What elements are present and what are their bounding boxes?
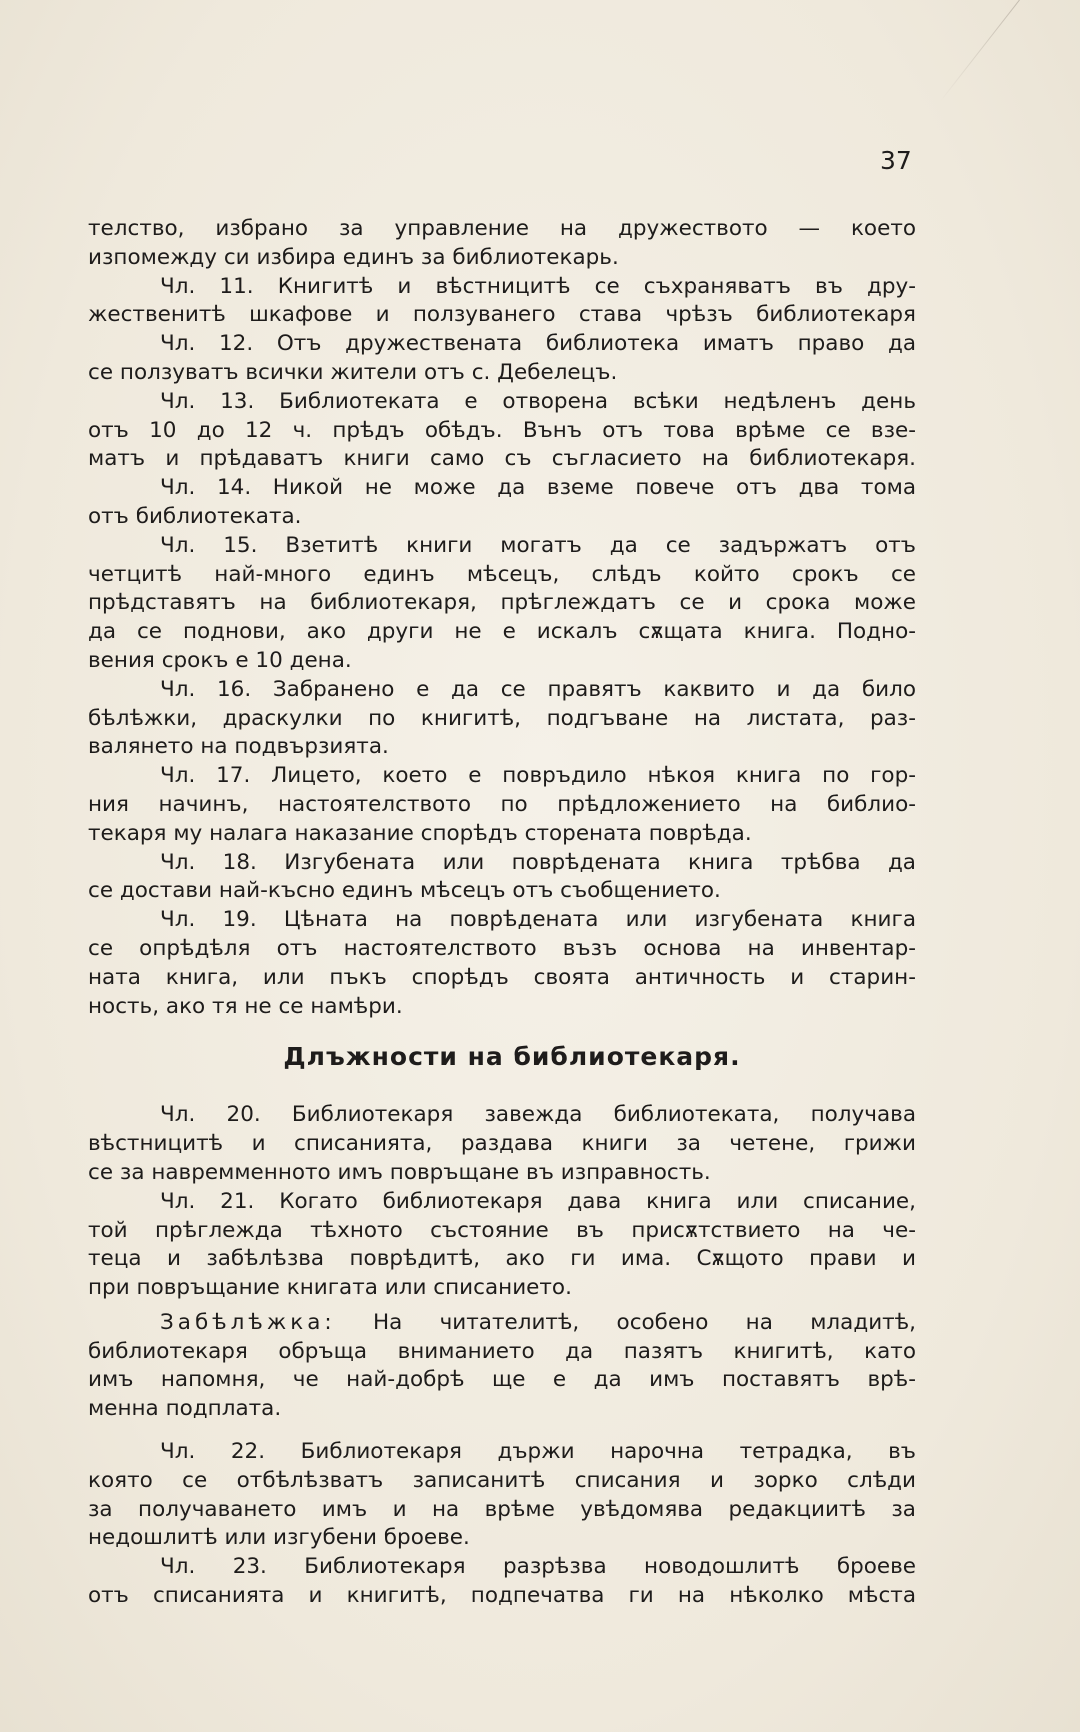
text-line: теца и забѣлѣзва поврѣдитѣ, ако ги има. Сѫщото прави и <box>88 1246 916 1272</box>
text-line: текаря му налага наказание спорѣдъ сторената поврѣда. <box>88 820 752 846</box>
note-lines <box>88 1338 916 1424</box>
note-first-line <box>88 1309 916 1338</box>
text-line: Чл. 18. Изгубената или поврѣдената книга трѣбва да <box>160 849 916 875</box>
text-line: Чл. 19. Цѣната на поврѣдената или изгубената книга <box>160 907 916 933</box>
section-heading: Длъжности на библиотекаря. <box>283 1042 741 1072</box>
text-line: валянето на подвързията. <box>88 734 389 760</box>
text-line: телство, избрано за управление на дружеството — което <box>88 216 916 241</box>
text-line: се опрѣдѣля отъ настоятелството възъ основа на инвентар- <box>88 935 916 961</box>
text-line: той прѣглежда тѣхното състояние въ присѫтствието на че- <box>88 1217 916 1243</box>
text-line: Чл. 17. Лицето, което е повръдило нѣкоя книга по гор- <box>160 763 916 789</box>
note-line: имъ напомня, че най-добрѣ ще е да имъ поставятъ врѣ- <box>88 1367 916 1393</box>
text-line: отъ библиотеката. <box>88 503 302 529</box>
text-line: жественитѣ шкафове и ползуванего става чрѣзъ библиотекаря <box>88 302 916 328</box>
text-line: се достави най-късно единъ мѣсецъ отъ съобщението. <box>88 878 721 904</box>
text-line: се за навремменното имъ повръщане въ изправность. <box>88 1159 711 1185</box>
note-label: Забѣлѣжка: <box>160 1309 336 1335</box>
text-line: Чл. 13. Библиотеката е отворена всѣки недѣленъ день <box>160 388 916 414</box>
text-line: ната книга, или пъкъ спорѣдъ своята античность и старин- <box>88 964 916 990</box>
text-line: се ползуватъ всички жители отъ с. Дебелецъ. <box>88 359 618 385</box>
text-line: изпомежду си избира единъ за библиотекарь. <box>88 244 619 270</box>
text-line: ния начинъ, настоятелството по прѣдложението на библио- <box>88 791 916 817</box>
text-line: вения срокъ е 10 дена. <box>88 647 352 673</box>
text-line: отъ списанията и книгитѣ, подпечатва ги на нѣколко мѣста <box>88 1583 916 1609</box>
text-line: Чл. 21. Когато библиотекаря дава книга или списание, <box>160 1188 916 1214</box>
text-line: Чл. 16. Забранено е да се правятъ каквито и да било <box>160 676 916 702</box>
note-paragraph <box>88 1309 916 1424</box>
text-line: Чл. 15. Взетитѣ книги могатъ да се задържатъ отъ <box>160 532 916 558</box>
note-line: менна подплата. <box>88 1396 282 1422</box>
text-line: Чл. 22. Библиотекаря държи нарочна тетрадка, въ <box>160 1439 916 1465</box>
statute-section-duties <box>88 1101 916 1303</box>
text-line: Чл. 23. Библиотекаря разрѣзва новодошлитѣ броеве <box>160 1554 916 1580</box>
text-line: вѣстницитѣ и списанията, раздава книги за четене, грижи <box>88 1131 916 1157</box>
text-line: при повръщание книгата или списанието. <box>88 1275 572 1301</box>
text-line: Чл. 12. Отъ дружествената библиотека иматъ право да <box>160 331 916 357</box>
text-line: четцитѣ най-много единъ мѣсецъ, слѣдъ който срокъ се <box>88 561 916 587</box>
note-line: библиотекаря обръща вниманието да пазятъ книгитѣ, като <box>88 1338 916 1364</box>
text-line: Чл. 11. Книгитѣ и вѣстницитѣ се съхраняватъ въ дру- <box>160 273 916 299</box>
text-line: ность, ако тя не се намѣри. <box>88 993 403 1019</box>
statute-section-bottom <box>88 1438 916 1611</box>
text-line: Чл. 20. Библиотекаря завежда библиотеката, получава <box>160 1102 916 1128</box>
text-line: да се поднови, ако други не е искалъ сѫщата книга. Подно- <box>88 619 916 645</box>
page-number: 37 <box>880 146 912 175</box>
text-line: за получаването имъ и на врѣме увѣдомява редакциитѣ за <box>88 1496 916 1522</box>
body-text <box>88 215 916 1611</box>
text-line: прѣдставятъ на библиотекаря, прѣглеждатъ се и срока може <box>88 590 916 616</box>
text-line: която се отбѣлѣзватъ записанитѣ списания и зорко слѣди <box>88 1467 916 1493</box>
text-line: недошлитѣ или изгубени броеве. <box>88 1525 470 1551</box>
text-line: бѣлѣжки, драскулки по книгитѣ, подгъване на листата, раз- <box>88 705 916 731</box>
text-line: матъ и прѣдаватъ книги само съ съгласието на библиотекаря. <box>88 446 916 472</box>
note-first-text: На читателитѣ, особено на младитѣ, <box>372 1309 916 1335</box>
spacer <box>88 1424 916 1438</box>
text-line: отъ 10 до 12 ч. прѣдъ обѣдъ. Вънъ отъ това врѣме се взе- <box>88 417 916 443</box>
statute-section-top <box>88 215 916 1021</box>
text-line: Чл. 14. Никой не може да вземе повече отъ два тома <box>160 475 916 501</box>
page-fold-mark <box>939 0 1020 103</box>
